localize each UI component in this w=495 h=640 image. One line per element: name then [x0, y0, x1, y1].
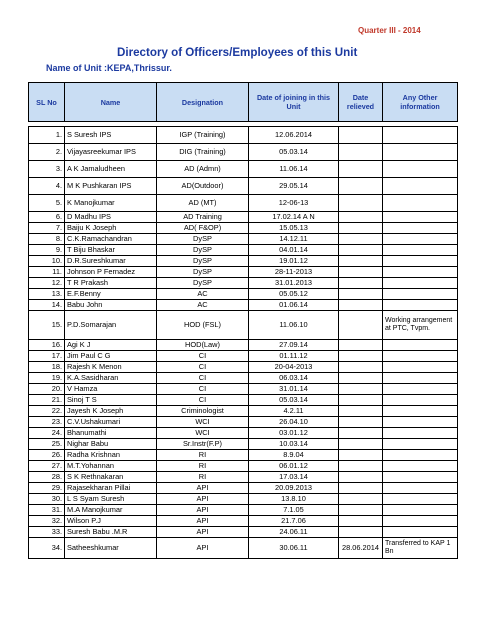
table-row: [29, 373, 458, 384]
cell-other-info: [383, 300, 458, 311]
table-row: [29, 395, 458, 406]
cell-designation: CI: [157, 395, 249, 406]
table-row: [29, 362, 458, 373]
cell-date-joining: 05.03.14: [249, 144, 339, 161]
cell-date-joining: 20.09.2013: [249, 483, 339, 494]
table-row: [29, 127, 458, 144]
table-row: [29, 223, 458, 234]
cell-name: E.F.Benny: [65, 289, 157, 300]
cell-date-joining: 15.05.13: [249, 223, 339, 234]
cell-sl-no: 29.: [29, 483, 65, 494]
cell-designation: AC: [157, 289, 249, 300]
table-row: [29, 439, 458, 450]
cell-date-joining: 12-06-13: [249, 195, 339, 212]
cell-sl-no: 34.: [29, 538, 65, 559]
cell-date-joining: 8.9.04: [249, 450, 339, 461]
cell-date-relieved: [339, 311, 383, 340]
cell-sl-no: 2.: [29, 144, 65, 161]
cell-name: P.D.Somarajan: [65, 311, 157, 340]
cell-other-info: [383, 289, 458, 300]
cell-name: Rajesh K Menon: [65, 362, 157, 373]
cell-date-relieved: [339, 461, 383, 472]
cell-designation: CI: [157, 373, 249, 384]
cell-date-joining: 24.06.11: [249, 527, 339, 538]
cell-other-info: [383, 494, 458, 505]
cell-designation: AD (MT): [157, 195, 249, 212]
cell-name: Sinoj T S: [65, 395, 157, 406]
cell-sl-no: 26.: [29, 450, 65, 461]
table-row: [29, 178, 458, 195]
cell-date-joining: 04.01.14: [249, 245, 339, 256]
cell-sl-no: 16.: [29, 340, 65, 351]
cell-date-joining: 10.03.14: [249, 439, 339, 450]
cell-date-joining: 17.02.14 A N: [249, 212, 339, 223]
table-row: [29, 472, 458, 483]
cell-name: Baiju K Joseph: [65, 223, 157, 234]
table-row: [29, 311, 458, 340]
cell-designation: HOD(Law): [157, 340, 249, 351]
cell-designation: CI: [157, 351, 249, 362]
cell-name: T R Prakash: [65, 278, 157, 289]
cell-sl-no: 11.: [29, 267, 65, 278]
table-row: [29, 245, 458, 256]
page-title: Directory of Officers/Employees of this Unit: [117, 46, 358, 59]
col-name: Name: [65, 83, 157, 122]
cell-other-info: [383, 362, 458, 373]
col-designation: Designation: [157, 83, 249, 122]
cell-other-info: [383, 245, 458, 256]
table-row: [29, 461, 458, 472]
cell-other-info: [383, 406, 458, 417]
cell-sl-no: 15.: [29, 311, 65, 340]
cell-name: D.R.Sureshkumar: [65, 256, 157, 267]
cell-sl-no: 9.: [29, 245, 65, 256]
cell-date-joining: 31.01.14: [249, 384, 339, 395]
cell-sl-no: 4.: [29, 178, 65, 195]
cell-date-relieved: [339, 384, 383, 395]
col-other-info: Any Other information: [383, 83, 458, 122]
cell-other-info: [383, 223, 458, 234]
cell-date-joining: 03.01.12: [249, 428, 339, 439]
table-row: [29, 340, 458, 351]
cell-name: Rajasekharan Pillai: [65, 483, 157, 494]
cell-designation: API: [157, 483, 249, 494]
cell-name: Wilson P.J: [65, 516, 157, 527]
table-row: [29, 161, 458, 178]
cell-date-relieved: [339, 483, 383, 494]
cell-date-relieved: [339, 212, 383, 223]
cell-date-joining: 14.12.11: [249, 234, 339, 245]
cell-other-info: [383, 195, 458, 212]
cell-designation: DySP: [157, 245, 249, 256]
cell-date-joining: 20-04-2013: [249, 362, 339, 373]
table-row: [29, 384, 458, 395]
cell-sl-no: 25.: [29, 439, 65, 450]
cell-sl-no: 8.: [29, 234, 65, 245]
table-header-row: [29, 83, 458, 122]
cell-other-info: [383, 373, 458, 384]
table-row: [29, 267, 458, 278]
cell-date-relieved: [339, 223, 383, 234]
cell-name: Agi K J: [65, 340, 157, 351]
cell-date-relieved: [339, 439, 383, 450]
cell-date-relieved: [339, 300, 383, 311]
cell-date-relieved: [339, 450, 383, 461]
cell-other-info: [383, 278, 458, 289]
cell-other-info: [383, 256, 458, 267]
cell-sl-no: 19.: [29, 373, 65, 384]
cell-designation: AD (Admn): [157, 161, 249, 178]
cell-designation: RI: [157, 472, 249, 483]
cell-date-joining: 05.03.14: [249, 395, 339, 406]
cell-date-relieved: [339, 127, 383, 144]
cell-name: S Suresh IPS: [65, 127, 157, 144]
cell-other-info: [383, 483, 458, 494]
cell-date-relieved: [339, 144, 383, 161]
cell-date-relieved: [339, 340, 383, 351]
cell-sl-no: 22.: [29, 406, 65, 417]
cell-sl-no: 23.: [29, 417, 65, 428]
cell-date-joining: 26.04.10: [249, 417, 339, 428]
cell-other-info: [383, 516, 458, 527]
table-row: [29, 212, 458, 223]
cell-name: Johnson P Fernadez: [65, 267, 157, 278]
cell-other-info: [383, 450, 458, 461]
cell-sl-no: 28.: [29, 472, 65, 483]
cell-date-joining: 29.05.14: [249, 178, 339, 195]
cell-sl-no: 3.: [29, 161, 65, 178]
table-row: [29, 428, 458, 439]
cell-date-relieved: 28.06.2014: [339, 538, 383, 559]
cell-date-joining: 05.05.12: [249, 289, 339, 300]
cell-other-info: [383, 505, 458, 516]
cell-date-relieved: [339, 178, 383, 195]
cell-date-relieved: [339, 472, 383, 483]
cell-date-relieved: [339, 362, 383, 373]
cell-sl-no: 18.: [29, 362, 65, 373]
table-row: [29, 256, 458, 267]
cell-designation: RI: [157, 461, 249, 472]
table-row: [29, 417, 458, 428]
cell-date-joining: 01.11.12: [249, 351, 339, 362]
cell-date-relieved: [339, 267, 383, 278]
cell-other-info: [383, 472, 458, 483]
cell-designation: HOD (FSL): [157, 311, 249, 340]
cell-date-joining: 06.01.12: [249, 461, 339, 472]
cell-name: Babu John: [65, 300, 157, 311]
cell-sl-no: 24.: [29, 428, 65, 439]
cell-date-relieved: [339, 245, 383, 256]
cell-other-info: [383, 395, 458, 406]
cell-sl-no: 1.: [29, 127, 65, 144]
cell-date-relieved: [339, 406, 383, 417]
cell-other-info: [383, 461, 458, 472]
table-row: [29, 234, 458, 245]
cell-other-info: [383, 144, 458, 161]
cell-designation: DySP: [157, 234, 249, 245]
cell-designation: Sr.Instr(F.P): [157, 439, 249, 450]
cell-other-info: [383, 439, 458, 450]
cell-other-info: [383, 384, 458, 395]
cell-date-relieved: [339, 494, 383, 505]
table-row: [29, 527, 458, 538]
cell-designation: RI: [157, 450, 249, 461]
cell-sl-no: 31.: [29, 505, 65, 516]
cell-designation: AD Training: [157, 212, 249, 223]
cell-date-relieved: [339, 417, 383, 428]
cell-sl-no: 30.: [29, 494, 65, 505]
cell-date-relieved: [339, 505, 383, 516]
cell-designation: DySP: [157, 256, 249, 267]
cell-designation: API: [157, 505, 249, 516]
col-date-relieved: Date relieved: [339, 83, 383, 122]
table-row: [29, 516, 458, 527]
col-sl-no: SL No: [29, 83, 65, 122]
cell-designation: DySP: [157, 278, 249, 289]
cell-sl-no: 5.: [29, 195, 65, 212]
cell-sl-no: 17.: [29, 351, 65, 362]
cell-other-info: [383, 127, 458, 144]
cell-date-joining: 28-11-2013: [249, 267, 339, 278]
cell-date-relieved: [339, 256, 383, 267]
cell-designation: WCI: [157, 417, 249, 428]
cell-designation: AD( F&OP): [157, 223, 249, 234]
cell-date-joining: 17.03.14: [249, 472, 339, 483]
unit-name: Name of Unit :KEPA,Thrissur.: [46, 63, 172, 73]
cell-date-joining: 12.06.2014: [249, 127, 339, 144]
table-row: [29, 505, 458, 516]
cell-name: S K Rethnakaran: [65, 472, 157, 483]
cell-name: K.A.Sasidharan: [65, 373, 157, 384]
table-row: [29, 494, 458, 505]
cell-name: K Manojkumar: [65, 195, 157, 212]
table-body: [29, 122, 458, 559]
cell-name: Suresh Babu .M.R: [65, 527, 157, 538]
cell-other-info: Working arrangement at PTC, Tvpm.: [383, 311, 458, 340]
cell-sl-no: 12.: [29, 278, 65, 289]
cell-date-relieved: [339, 161, 383, 178]
cell-sl-no: 33.: [29, 527, 65, 538]
cell-date-relieved: [339, 195, 383, 212]
cell-date-relieved: [339, 428, 383, 439]
cell-sl-no: 32.: [29, 516, 65, 527]
cell-other-info: [383, 178, 458, 195]
cell-name: Bhanumathi: [65, 428, 157, 439]
cell-name: D Madhu IPS: [65, 212, 157, 223]
quarter-label: Quarter III - 2014: [358, 26, 421, 35]
cell-other-info: [383, 267, 458, 278]
cell-date-joining: 13.8.10: [249, 494, 339, 505]
table-row: [29, 144, 458, 161]
table-row: [29, 195, 458, 212]
cell-designation: API: [157, 538, 249, 559]
cell-sl-no: 14.: [29, 300, 65, 311]
cell-name: Vijayasreekumar IPS: [65, 144, 157, 161]
cell-date-joining: 31.01.2013: [249, 278, 339, 289]
cell-sl-no: 13.: [29, 289, 65, 300]
cell-sl-no: 10.: [29, 256, 65, 267]
table-row: [29, 278, 458, 289]
cell-designation: WCI: [157, 428, 249, 439]
cell-other-info: [383, 417, 458, 428]
cell-name: C.V.Ushakumari: [65, 417, 157, 428]
cell-other-info: [383, 212, 458, 223]
cell-date-relieved: [339, 351, 383, 362]
cell-designation: API: [157, 516, 249, 527]
table-row: [29, 406, 458, 417]
cell-sl-no: 7.: [29, 223, 65, 234]
cell-designation: DySP: [157, 267, 249, 278]
cell-date-joining: 7.1.05: [249, 505, 339, 516]
cell-date-relieved: [339, 234, 383, 245]
cell-date-relieved: [339, 527, 383, 538]
cell-other-info: [383, 527, 458, 538]
cell-sl-no: 20.: [29, 384, 65, 395]
cell-date-relieved: [339, 516, 383, 527]
cell-name: C.K.Ramachandran: [65, 234, 157, 245]
cell-name: Jim Paul C G: [65, 351, 157, 362]
cell-name: V Hamza: [65, 384, 157, 395]
cell-date-joining: 27.09.14: [249, 340, 339, 351]
cell-other-info: [383, 340, 458, 351]
cell-name: Jayesh K Joseph: [65, 406, 157, 417]
cell-name: Satheeshkumar: [65, 538, 157, 559]
cell-designation: Criminologist: [157, 406, 249, 417]
cell-date-joining: 11.06.14: [249, 161, 339, 178]
table-row: [29, 351, 458, 362]
cell-date-joining: 11.06.10: [249, 311, 339, 340]
cell-date-relieved: [339, 395, 383, 406]
table-row: [29, 483, 458, 494]
cell-designation: DIG (Training): [157, 144, 249, 161]
cell-name: A K Jamaludheen: [65, 161, 157, 178]
cell-designation: API: [157, 527, 249, 538]
cell-date-relieved: [339, 289, 383, 300]
table-row: [29, 538, 458, 559]
table-row: [29, 300, 458, 311]
col-date-joining: Date of joining in this Unit: [249, 83, 339, 122]
cell-other-info: Transferred to KAP 1 Bn: [383, 538, 458, 559]
cell-date-joining: 30.06.11: [249, 538, 339, 559]
cell-designation: AC: [157, 300, 249, 311]
cell-name: M K Pushkaran IPS: [65, 178, 157, 195]
cell-designation: IGP (Training): [157, 127, 249, 144]
cell-name: Radha Krishnan: [65, 450, 157, 461]
table-row: [29, 289, 458, 300]
cell-name: M.T.Yohannan: [65, 461, 157, 472]
cell-date-relieved: [339, 373, 383, 384]
cell-name: T Biju Bhaskar: [65, 245, 157, 256]
cell-other-info: [383, 161, 458, 178]
officers-table: [28, 82, 458, 559]
cell-date-joining: 06.03.14: [249, 373, 339, 384]
cell-name: L S Syam Suresh: [65, 494, 157, 505]
cell-sl-no: 27.: [29, 461, 65, 472]
cell-date-joining: 19.01.12: [249, 256, 339, 267]
table-row: [29, 450, 458, 461]
cell-designation: CI: [157, 384, 249, 395]
cell-date-joining: 4.2.11: [249, 406, 339, 417]
cell-other-info: [383, 234, 458, 245]
cell-designation: API: [157, 494, 249, 505]
cell-other-info: [383, 351, 458, 362]
cell-date-joining: 21.7.06: [249, 516, 339, 527]
cell-name: M.A Manojkumar: [65, 505, 157, 516]
cell-date-relieved: [339, 278, 383, 289]
cell-sl-no: 6.: [29, 212, 65, 223]
cell-designation: AD(Outdoor): [157, 178, 249, 195]
cell-sl-no: 21.: [29, 395, 65, 406]
cell-date-joining: 01.06.14: [249, 300, 339, 311]
cell-designation: CI: [157, 362, 249, 373]
cell-name: Nighar Babu: [65, 439, 157, 450]
cell-other-info: [383, 428, 458, 439]
